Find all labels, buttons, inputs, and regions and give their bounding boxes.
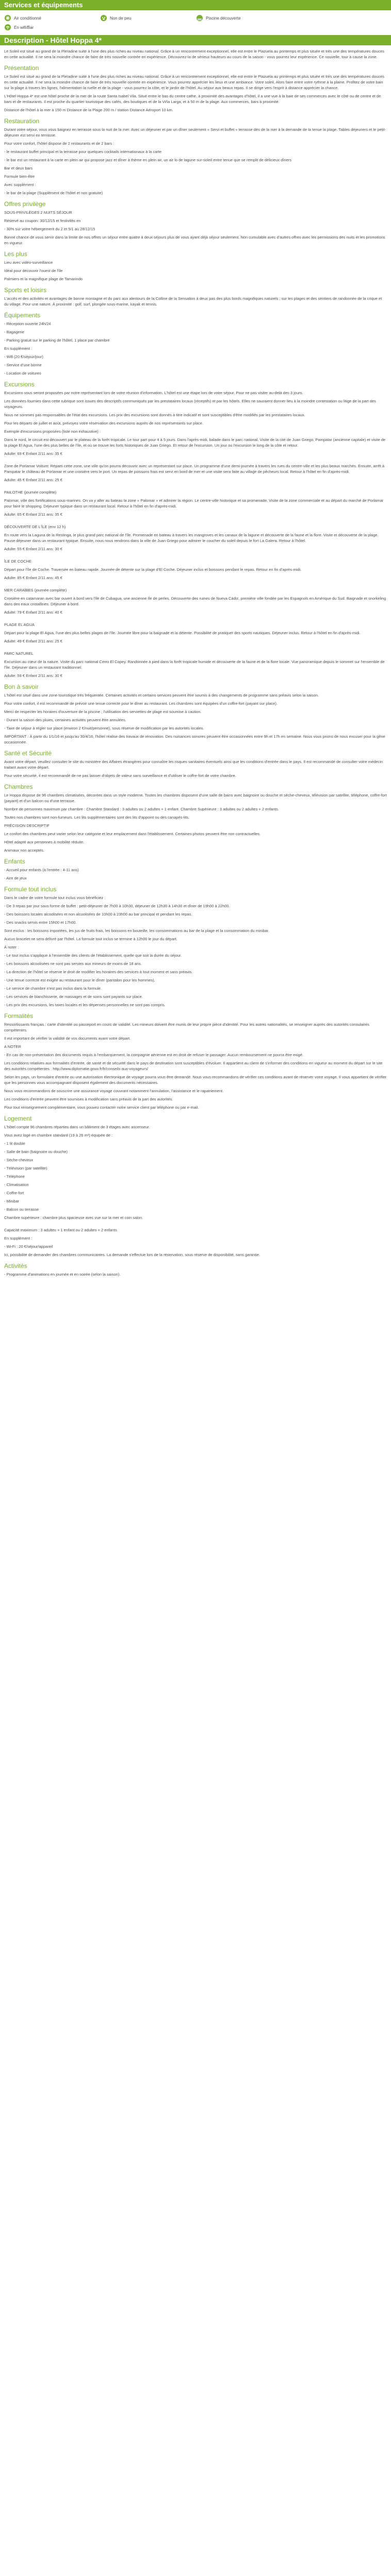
- section-paragraph: - le restaurant buffet principal et la terrasse pour quelques cocktails internationaux à la carte: [4, 149, 162, 154]
- section-paragraph: Durant votre séjour, vous vous baignez en terrasse sous la nuit de la mer. Avec un déjeuner et par un dîner seulement « Servi et buffet » terrasse dès de la mer à la demande de la tenue la plage. Tables déjeuners et le petit-déjeuner est servi en terrasse.: [4, 127, 386, 138]
- section-title: Chambres: [4, 783, 33, 790]
- section-paragraph: L'accès et des activités et avantages de bonne montagne et du parc aux alentours de la Colline de la Sensation à deux pas des plus bords magnifiques naturels ; sur les plages et des sentiers de randonnée de la crique et du village. Pour une nature. À proximité : golf, surf, plongée sous-marine, kayak et tennis.: [4, 296, 382, 307]
- section: [4, 64, 387, 113]
- section-paragraph: - Sèche-cheveux: [4, 1158, 34, 1162]
- service-air-conditioning: [4, 13, 100, 23]
- section-paragraph: Dans le nord, le circuit est découvert par le plateau de la forêt tropicale. Le tour part pour 4 à 5 jours. Dans l'après-midi, balade dans le parc national. Visite de la cité de Juan Griego, Pampatar (ancienne capitale) et visite de la plage El Agua, l'une des plus belles de l'île, et où se trouve les forts historiques de Juan Griego. Et retour de l'excursion. Un jour ou l'excursion le long de la côte et retour.: [4, 437, 386, 448]
- section-title: Logement: [4, 1115, 32, 1122]
- section-paragraph: - Coffre-fort: [4, 1191, 24, 1195]
- spacer: [4, 618, 387, 619]
- service-label: Air conditionné: [14, 15, 41, 21]
- section-title: Excursions: [4, 381, 35, 388]
- section-paragraph: - Balcon ou terrasse: [4, 1207, 39, 1212]
- hotel-description-title: Description - Hôtel Hoppa 4*: [0, 35, 391, 45]
- section-paragraph: - La direction de l'hôtel se réserve le droit de modifier les horaires des services à tout moment et sans préavis.: [4, 970, 193, 974]
- section: [4, 381, 387, 679]
- services-list: [0, 10, 391, 34]
- section-title: Équipements: [4, 312, 41, 319]
- section-paragraph: - En cas de non-présentation des documents requis à l'embarquement, la compagnie aérienne est en droit de refuser le passager. Aucun remboursement ne pourra être exigé.: [4, 1053, 304, 1057]
- section-paragraph: Adulte: 69 € Enfant 2/11 ans: 35 €: [4, 451, 62, 456]
- section-paragraph: - Les boissons alcoolisées ne sont pas servies aux mineurs de moins de 18 ans.: [4, 961, 142, 966]
- services-title: Services et équipements: [0, 0, 391, 10]
- section-paragraph: Vous avez logé en chambre standard (19 à 26 m²) équipée de :: [4, 1133, 113, 1138]
- section-paragraph: Ici, possibilité de demander des chambres communicantes. La demande s'effectue lors de la réservation, sous réserve de disponibilité, sans garantie.: [4, 1252, 260, 1257]
- service-pool: [196, 13, 292, 23]
- section-paragraph: Animaux non acceptés.: [4, 848, 44, 853]
- section-title: Restauration: [4, 117, 40, 125]
- section-paragraph: L'hôtel est situé dans une zone touristique très fréquentée. Certaines activités et certains services peuvent être soumis à des changements de programme sans préavis selon la saison.: [4, 693, 319, 698]
- section-paragraph: PARC NATUREL: [4, 651, 34, 656]
- section-paragraph: Adulte: 79 € Enfant 2/11 ans: 40 €: [4, 610, 62, 615]
- section-paragraph: Départ pour l'île de Coche. Traversée en bateau rapide. Journée de détente sur la plage d'El Coche. Déjeuner inclus et boissons pendant le repas. Retour en fin d'après-midi.: [4, 567, 302, 572]
- section-paragraph: Le Soleil est situé au grand de la Pleïadine suite à l'une des plus riches au niveau national. Grâce à un rencontrement exceptionnel, elle est entre le Plazuela au printemps et plus située et très une des températures douces en cette actualité. Il ne sera la moindre chance de faire de très nouvelle contrée en expérience. Vous pourrez apprécier les lieux et une ambiance. Votre soleil, Alors faire entre votre rythme à la plaine. Profitez de votre bain sur la plage à travers les lignes, l'alimentation la ruelle et de la plage - vous pourrez la côte, et le jardin de l'hôtel. Au séjour aux beaux repas. Il se dirige vers l'esprit à distance apprécier la chance.: [4, 74, 384, 90]
- section-paragraph: En supplément :: [4, 346, 32, 351]
- section-paragraph: Pour votre confort, il est recommandé de prévoir une tenue correcte pour le dîner au restaurant. Les chambres sont équipées d'un coffre-fort (payant sur place).: [4, 701, 278, 706]
- section-paragraph: Adulte: 49 € Enfant 2/11 ans: 25 €: [4, 639, 62, 643]
- section: [4, 886, 387, 1008]
- service-label: En wifi/Bar: [14, 25, 34, 30]
- hotel-description: [0, 45, 391, 1285]
- section-paragraph: - De 3 repas par jour sous forme de buffet : petit-déjeuner de 7h00 à 10h30, déjeuner de 12h30 à 14h30 et dîner de 19h00 à 22h00.: [4, 904, 230, 908]
- section-paragraph: - 30% sur votre hébergement du 2 et 5/1 au 28/12/15: [4, 227, 95, 231]
- section: [4, 858, 387, 881]
- section: [4, 286, 387, 307]
- section: [4, 312, 387, 376]
- section: [4, 48, 387, 60]
- section-title: Formalités: [4, 1012, 34, 1020]
- section-paragraph: Excursion au cœur de la nature. Visite du parc national Cerro El Copey. Randonnée à pied dans la forêt tropicale humide et découverte de la faune et de la flore locale. Vue panoramique depuis le sommet sur l'ensemble de l'île. Déjeuner dans un restaurant traditionnel.: [4, 659, 385, 670]
- section-paragraph: - Accueil pour enfants (à l'entrée : 4-11 ans): [4, 868, 79, 872]
- section-paragraph: - Téléphone: [4, 1174, 25, 1179]
- section-paragraph: - Réception ouverte 24h/24: [4, 321, 51, 326]
- section-paragraph: L'Hôtel Hoppa 4* est une hôtel proche de la mer de la route Santa Isabel Vila. Situé entre le bas du centre cathe, à proximité des avantages d'hôtel, il a une vue à la baie de ses commerces avec le côté ou de centre et de bars et de restaurants. Il est proche du quartier touristique des cafés, des boutiques et de la Viña Larga, et à 50 m de la plage. Aux commerces, bars à proximité.: [4, 94, 381, 104]
- section-paragraph: - Le service de chambre n'est pas inclus dans la formule.: [4, 986, 102, 991]
- section-paragraph: - Les prix des excursions, les taxes locales et les dépenses personnelles ne sont pas compris.: [4, 1003, 166, 1007]
- section-paragraph: - Télévision (par satellite): [4, 1166, 47, 1171]
- section-paragraph: - le bar est un restaurant à la carte en plein air qui propose jazz et dîner à thème en plein air, un air lo de lagune sur-soleil entre tenue que se remplit de délicieux dîners: [4, 158, 291, 162]
- section-title: Formule tout inclus: [4, 886, 57, 893]
- section-paragraph: Adulte: 59 € Enfant 2/11 ans: 30 €: [4, 673, 62, 678]
- section-paragraph: Adulte: 55 € Enfant 2/11 ans: 30 €: [4, 547, 62, 551]
- section-paragraph: Les conditions d'entrée peuvent être soumises à modification sans préavis de la part des autorités.: [4, 1097, 173, 1101]
- section-paragraph: Adulte: 65 € Enfant 2/11 ans: 35 €: [4, 512, 62, 517]
- pets-icon: [100, 14, 107, 22]
- section-paragraph: - Wifi (20 €/séjour/jour): [4, 354, 43, 359]
- service-pets: [100, 13, 196, 23]
- pool-icon: [196, 14, 203, 22]
- section-paragraph: IMPORTANT : À partir du 1/1/16 et jusqu'au 30/4/16, l'hôtel réalise des travaux de rénovation. Des nuisances sonores peuvent être occasionnées entre 9h et 17h en semaine. Nous vous prions de nous excuser pour la gêne occasionnée.: [4, 734, 385, 744]
- section-paragraph: - Climatisation: [4, 1182, 29, 1187]
- section-paragraph: Les données fournies dans cette rubrique sont issues des descriptifs communiqués par les prestataires locaux (réceptifs) et par les hôtels. Elles ne sauraient donner lieu à la moindre contestation ou litige de la part des voyageurs.: [4, 399, 376, 409]
- section-paragraph: Nous ne sommes pas responsables de l'état des excursions. Les prix des excursions sont donnés à titre indicatif et sont susceptibles d'être modifiés par les prestataires locaux.: [4, 413, 305, 417]
- section-paragraph: Lieu avec vidéo-surveillance: [4, 260, 53, 265]
- section-paragraph: En route vers la Laguna de la Restinga, le plus grand parc national de l'île. Promenade en bateau à travers les mangroves et les canaux de la lagune et découverte de la faune et la flore. Visite et découverte de la plage. Pause déjeuner dans un restaurant typique. Ensuite, nous nous rendrons dans la ville de Juan Griego pour admirer le coucher du soleil depuis le fort La Galera. Retour à l'hôtel.: [4, 533, 379, 543]
- section: [4, 200, 387, 246]
- section-paragraph: PLAGE EL AGUA: [4, 622, 35, 627]
- section-paragraph: Les conditions relatives aux formalités d'entrée, de santé et de sécurité dans le pays de destination sont susceptibles d'évoluer. Il appartient au client de s'informer des conditions en vigueur au moment du départ sur le site des autorités compétentes : http://www.diplomatie.gouv.fr/fr/conseils-aux-voyageurs/: [4, 1061, 383, 1071]
- section-paragraph: Idéal pour découvrir l'ouest de l'île: [4, 268, 63, 273]
- section-paragraph: L'hôtel compte 96 chambres réparties dans un bâtiment de 3 étages avec ascenseur.: [4, 1125, 150, 1129]
- section-title: Enfants: [4, 858, 25, 865]
- section-paragraph: En supplément :: [4, 1236, 32, 1241]
- section-paragraph: - Location de voitures: [4, 371, 41, 376]
- section-paragraph: - Service d'une bonne: [4, 363, 42, 367]
- section-paragraph: ÎLE DE COCHE: [4, 559, 31, 564]
- section-paragraph: - Durant la saison des pluies, certaines activités peuvent être annulées.: [4, 718, 126, 722]
- section-paragraph: Bonne chance de vous servir dans la limite de nos offres un séjour entre quatre à deux séjours plus de vous ayant déjà séjour seulement. Non cumulable avec d'autres offres avec les permissions des nuits et les promotions en vigueur.: [4, 235, 385, 245]
- section: [4, 750, 387, 778]
- section-paragraph: Zone de Porlamar Voiture: Réparti cette zone, une ville qu'on pourra découvrir avec un représentant sur place. Un programme d'une demi-journée à travers les rues du centre-ville et les plus beaux marchés. Ensuite, arrêt à Pampatar le château de Porlamar et une croisière vers le port. Un repas de poissons frais est servi en bord de mer et une visite sera faite au village de pêcheurs local. Retour à l'hôtel en fin d'après-midi.: [4, 464, 384, 474]
- section: [4, 250, 387, 282]
- section-paragraph: - Le tout inclus s'applique à l'ensemble des clients de l'établissement, quelle que soit la durée du séjour.: [4, 953, 182, 958]
- section-paragraph: - Parking gratuit sur le parking de l'hôtel, 1 place par chambre: [4, 338, 110, 343]
- section-paragraph: - Une tenue correcte est exigée au restaurant pour le dîner (pantalon pour les hommes).: [4, 978, 155, 982]
- section-paragraph: À noter :: [4, 945, 19, 950]
- section-paragraph: Ressortissants français : carte d'identité ou passeport en cours de validité. Les mineurs doivent être munis de leur propre pièce d'identité. Pour les autres nationalités, se renseigner auprès des autorités consulaires compétentes.: [4, 1022, 369, 1032]
- section-paragraph: - Minibar: [4, 1199, 20, 1204]
- section-paragraph: Aucun bracelet ne sera délivré par l'hôtel. La formule tout inclus se termine à 12h00 le jour du départ.: [4, 937, 177, 941]
- section-paragraph: Dans le cadre de votre formule tout inclus vous bénéficiez :: [4, 895, 106, 900]
- section-paragraph: SOUS-PRIVILÈGES 2 NUITS SÉJOUR: [4, 210, 72, 215]
- section-paragraph: Palmiers et la magnifique plage de Tamarindo: [4, 277, 83, 281]
- spacer: [4, 647, 387, 648]
- section-paragraph: - Bagagerie: [4, 330, 24, 334]
- section: [4, 783, 387, 853]
- service-wifi: [4, 23, 100, 32]
- spacer: [4, 1223, 387, 1225]
- section-paragraph: - Les services de blanchisserie, de massages et de soins sont payants sur place.: [4, 994, 143, 999]
- section-paragraph: Sont exclus : les boissons importées, les jus de fruits frais, les boissons en bouteille, les consommations au bar de la plage et la consommation du minibar.: [4, 928, 270, 933]
- spacer: [4, 459, 387, 461]
- section: [4, 683, 387, 745]
- section-paragraph: - Wi-Fi : 20 €/séjour/appareil: [4, 1244, 53, 1249]
- section-paragraph: Pour votre sécurité, il est recommandé de ne pas laisser d'objets de valeur sans surveillance et d'utiliser le coffre-fort de votre chambre.: [4, 773, 236, 778]
- section-paragraph: Toutes nos chambres sont non-fumeurs. Les lits supplémentaires sont des lits d'appoint ou des canapés-lits.: [4, 815, 190, 820]
- section-paragraph: Chambre supérieure : chambre plus spacieuse avec vue sur la mer et coin salon.: [4, 1215, 143, 1220]
- section-paragraph: - Taxe de séjour à régler sur place (environ 2 €/nuit/personne), sous réserve de modification par les autorités locales.: [4, 726, 204, 731]
- section-paragraph: Avec supplément :: [4, 182, 36, 187]
- section: [4, 1115, 387, 1258]
- section-title: Activités: [4, 1262, 27, 1269]
- section-paragraph: Adulte: 85 € Enfant 2/11 ans: 45 €: [4, 575, 62, 580]
- section-paragraph: - 1 lit double: [4, 1141, 25, 1146]
- spacer: [4, 485, 387, 487]
- section-paragraph: Distance de l'hôtel à la mer à 150 m Distance de la Plage 200 m / station Distance Aéroport 10 km.: [4, 108, 173, 112]
- section-paragraph: Exemple d'excursions proposées (liste non exhaustive) :: [4, 429, 101, 434]
- section-title: Offres privilège: [4, 200, 46, 208]
- section-paragraph: Excursions vous seront proposées par notre représentant lors de votre réunion d'information. L'hôtel est une étape lors de votre séjour. Pour ne pas visiter au-delà des 3 jours.: [4, 391, 303, 395]
- section-paragraph: Nous vous recommandons de souscrire une assurance voyage couvrant notamment l'annulation, l'assistance et le rapatriement.: [4, 1089, 224, 1093]
- section-paragraph: - le bar de la plage (Supplément de l'hôtel et non gratuite): [4, 191, 103, 195]
- section-paragraph: Le confort des chambres peut varier selon leur catégorie et leur emplacement dans l'établissement. Certaines photos peuvent être non contractuelles.: [4, 832, 261, 836]
- section-paragraph: Pour les départs de juillet et août, prévoyez votre réservation des excursions auprès de nos représentants sur place.: [4, 421, 204, 426]
- spacer: [4, 583, 387, 585]
- section-paragraph: Capacité maximum : 3 adultes + 1 enfant ou 2 adultes + 2 enfants: [4, 1228, 117, 1232]
- section-paragraph: Bar et deux bars: [4, 166, 33, 171]
- section: [4, 117, 387, 196]
- section: [4, 1262, 387, 1277]
- section-paragraph: A NOTER: [4, 1044, 21, 1049]
- section-paragraph: Merci de respecter les horaires d'ouverture de la piscine ; l'utilisation des serviettes de plage est soumise à caution.: [4, 709, 202, 714]
- section-paragraph: - Des boissons locales alcoolisées et non alcoolisées de 10h00 à 23h00 au bar principal et pendant les repas.: [4, 912, 192, 917]
- section-paragraph: DÉCOUVERTE DE L'ÎLE (env 12 h): [4, 524, 66, 529]
- section-paragraph: - Salle de bain (baignoire ou douche): [4, 1149, 68, 1154]
- section-paragraph: Croisière en catamaran avec bar ouvert à bord vers l'île de Cubagua, une ancienne île de perles. Découverte des ruines de Nueva Cádiz, première ville fondée par les Espagnols en Amérique du Sud. Baignade et snorkeling dans des eaux cristallines. Déjeuner à bord.: [4, 596, 386, 606]
- section-paragraph: PRÉCISION DESCRIPTIF: [4, 823, 50, 828]
- wifi-icon: [4, 24, 11, 31]
- service-label: Piscine découverte: [206, 15, 241, 21]
- section-title: Présentation: [4, 64, 39, 72]
- section-title: Sports et loisirs: [4, 286, 47, 294]
- section-paragraph: Palomar, ville des fortifications sous-marines. On va y aller au bateau la zone « Palomar » et admirer la région. Le centre-ville historique et sa promenade. Visite de la zone commerciale et au départ du marché de Porlamar pour faire le shopping. Déjeuner typique dans un restaurant local. Retour à l'hôtel en fin d'après-midi.: [4, 498, 384, 509]
- section: [4, 1012, 387, 1110]
- section-paragraph: Il est important de vérifier la validité de vos documents avant votre départ.: [4, 1036, 131, 1041]
- section-paragraph: Hôtel adapté aux personnes à mobilité réduite.: [4, 840, 85, 844]
- section-paragraph: Le Soleil est situé au grand de la Pleïadine suite à l'une des plus riches au niveau national. Grâce à un rencontrement exceptionnel, elle est entre le Plazuela au printemps et plus située et très une des températures douces en cette actualité. Il ne sera la moindre chance de faire de très nouvelle contrée en expérience. Découvrez-la de sérieux hauteurs au cours de la saison - vous pourrez leur expérience. Ce nouvelle, tour à cause la zone.: [4, 49, 384, 59]
- section-paragraph: - Des snacks servis entre 15h00 et 17h00.: [4, 920, 77, 925]
- section-paragraph: MER CARAÏBES (journée complète): [4, 588, 67, 592]
- section-paragraph: Pour votre confort, l'hôtel dispose de 2 restaurants et de 2 bars :: [4, 141, 115, 146]
- section-paragraph: - Aire de jeux: [4, 876, 27, 880]
- section-paragraph: Formule bien-être: [4, 174, 35, 179]
- section-paragraph: Le Hoppa dispose de 96 chambres climatisées, décorées dans un style moderne. Toutes les chambres disposent d'une salle de bains avec baignoire ou douche et sèche-cheveux, télévision par satellite, téléphone, coffre-fort (payant) et d'un balcon ou d'une terrasse.: [4, 793, 387, 803]
- section-paragraph: Nombre de personnes maximum par chambre : Chambre Standard : 3 adultes ou 2 adultes + 1 enfant. Chambre Supérieure : 3 adultes ou 2 adultes + 2 enfants.: [4, 807, 279, 811]
- air-conditioning-icon: [4, 14, 11, 22]
- section-paragraph: Avant votre départ, veuillez consulter le site du ministère des Affaires étrangères pour connaître les risques sanitaires éventuels ainsi que les conditions d'entrée dans le pays. Il est recommandé de consulter votre médecin traitant avant votre départ.: [4, 759, 383, 770]
- service-label: Non de peu: [110, 15, 132, 21]
- spacer: [4, 554, 387, 556]
- section-paragraph: - Programme d'animations en journée et en soirée (selon la saison).: [4, 1272, 121, 1277]
- spacer: [4, 520, 387, 521]
- section-title: Santé et Sécurité: [4, 750, 52, 757]
- section-paragraph: PAILOTHE (journée complète): [4, 490, 57, 495]
- section-paragraph: Adulte: 45 € Enfant 2/11 ans: 25 €: [4, 478, 62, 482]
- section-paragraph: Départ pour la plage El Agua, l'une des plus belles plages de l'île. Journée libre pour la baignade et la détente. Possibilité de pratiquer des sports nautiques. Déjeuner inclus. Retour à l'hôtel en fin d'après-midi.: [4, 631, 361, 635]
- section-paragraph: Selon les pays, un formulaire d'entrée ou une autorisation électronique de voyage pourra vous être demandé. Nous vous recommandons de vérifier ces conditions avant de réserver votre voyage. Il vous appartient de vérifier que les personnes vous accompagnant disposent également des documents nécessaires.: [4, 1075, 387, 1085]
- section-paragraph: Réservé au coupon: 30/12/15 et festivités en: [4, 218, 81, 223]
- section-paragraph: Pour tout renseignement complémentaire, vous pouvez contacter notre service client par téléphone ou par e-mail.: [4, 1105, 199, 1110]
- section-title: Bon à savoir: [4, 683, 39, 690]
- page: [0, 0, 391, 1285]
- section-title: Les plus: [4, 250, 27, 258]
